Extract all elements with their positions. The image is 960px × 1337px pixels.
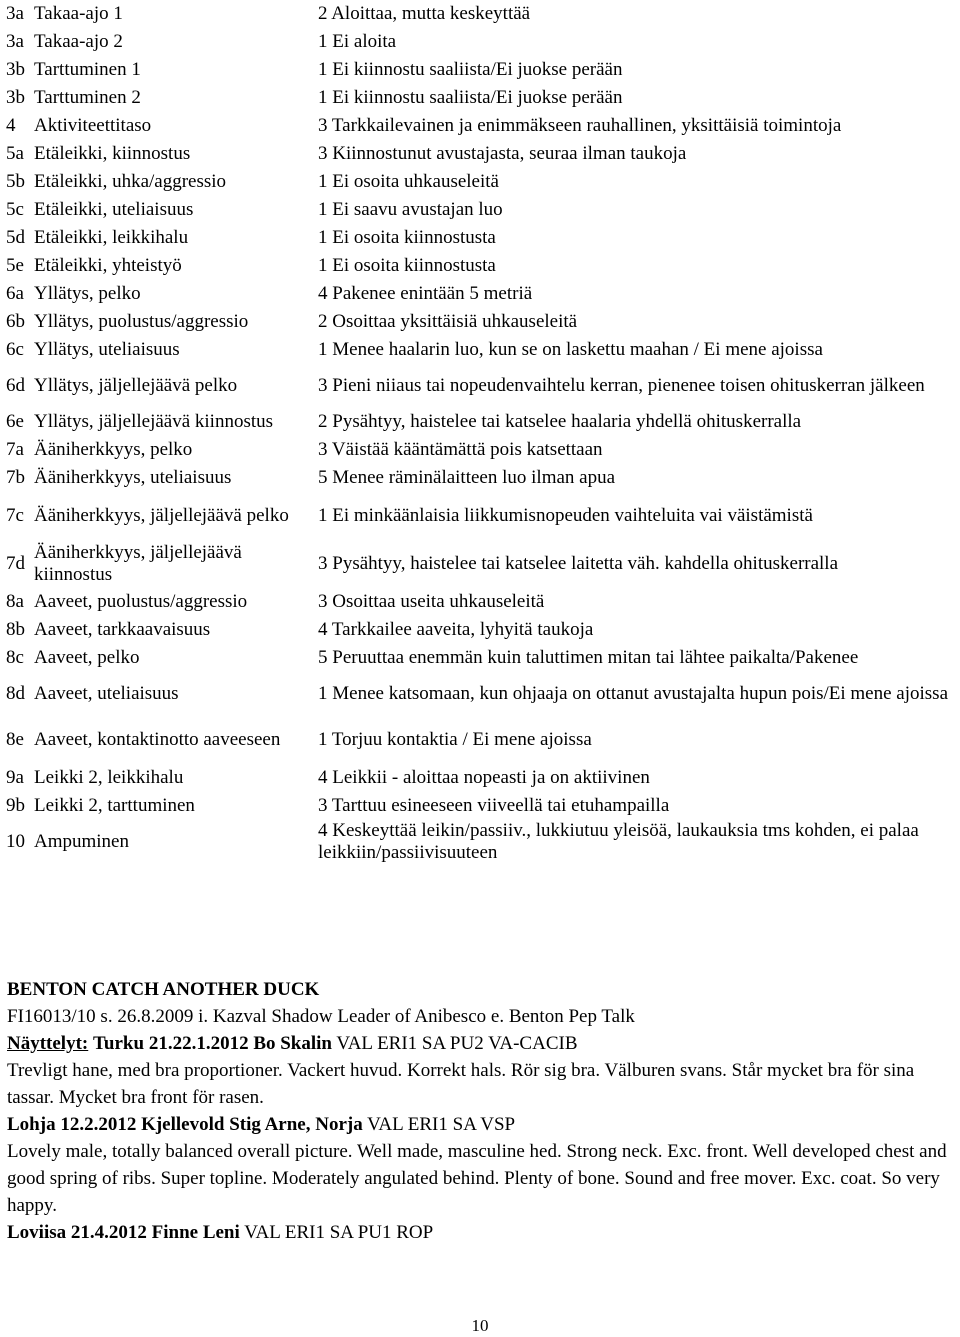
row-result: 4 Leikkii - aloittaa nopeasti ja on aktiivinen: [318, 767, 650, 788]
show-3-heading: Loviisa 21.4.2012 Finne Leni: [7, 1222, 240, 1243]
row-code: 8a: [6, 591, 24, 612]
row-result: 1 Menee haalarin luo, kun se on laskettu maahan / Ei mene ajoissa: [318, 339, 823, 360]
row-code: 8c: [6, 647, 24, 668]
table-row: [4, 436, 956, 464]
row-trait: Ääniherkkyys, jäljellejäävä pelko: [34, 505, 289, 526]
row-trait: Yllätys, uteliaisuus: [34, 339, 180, 360]
show-3-result: VAL ERI1 SA PU1 ROP: [244, 1222, 434, 1243]
show-2-result: VAL ERI1 SA VSP: [367, 1114, 516, 1135]
dog-section: [7, 976, 947, 1246]
table-row: [4, 672, 956, 716]
row-trait: Ampuminen: [34, 831, 129, 852]
row-result: 1 Ei osoita kiinnostusta: [318, 255, 496, 276]
table-row: [4, 464, 956, 492]
row-code: 6c: [6, 339, 24, 360]
show-1-result: VAL ERI1 SA PU2 VA-CACIB: [336, 1033, 578, 1054]
row-result: 5 Menee räminälaitteen luo ilman apua: [318, 467, 616, 488]
row-trait: Etäleikki, yhteistyö: [34, 255, 182, 276]
row-result: 1 Ei aloita: [318, 31, 397, 52]
row-trait: Etäleikki, uteliaisuus: [34, 199, 194, 220]
table-row: [4, 716, 956, 764]
table-row: [4, 168, 956, 196]
row-trait: Tarttuminen 1: [34, 59, 141, 80]
row-trait: Ääniherkkyys, uteliaisuus: [34, 467, 232, 488]
row-trait: Aaveet, tarkkaavaisuus: [34, 619, 211, 640]
table-row: [4, 280, 956, 308]
row-trait: Takaa-ajo 2: [34, 31, 123, 52]
row-code: 3a: [6, 31, 24, 52]
row-result: 3 Pysähtyy, haistelee tai katselee laitetta väh. kahdella ohituskerralla: [318, 553, 839, 574]
show-3-line: [7, 1219, 947, 1246]
table-row: [4, 56, 956, 84]
table-row: [4, 792, 956, 820]
row-code: 6b: [6, 311, 25, 332]
table-row: [4, 308, 956, 336]
row-trait: Etäleikki, kiinnostus: [34, 143, 191, 164]
row-code: 5d: [6, 227, 25, 248]
row-trait: Leikki 2, tarttuminen: [34, 795, 195, 816]
row-code: 6a: [6, 283, 24, 304]
row-result: 1 Ei kiinnostu saaliista/Ei juokse perään: [318, 59, 623, 80]
row-trait: Aaveet, pelko: [34, 647, 140, 668]
row-code: 7c: [6, 505, 24, 526]
show-2-line: [7, 1111, 947, 1138]
show-2-critique: Lovely male, totally balanced overall picture. Well made, masculine hed. Strong neck. Exc. front. Well developed chest and good spring of ribs. Super topline. Moderately angulated behind. Plenty of bone. Sound and free mover. Exc. coat. So very happy.: [7, 1141, 947, 1216]
row-code: 10: [6, 831, 25, 852]
row-code: 6d: [6, 375, 25, 396]
row-result: 2 Pysähtyy, haistelee tai katselee haalaria yhdellä ohituskerralla: [318, 411, 802, 432]
dog-name: BENTON CATCH ANOTHER DUCK: [7, 979, 320, 1000]
row-code: 9b: [6, 795, 25, 816]
shows-label: Näyttelyt:: [7, 1033, 89, 1054]
row-code: 5b: [6, 171, 25, 192]
row-code: 6e: [6, 411, 24, 432]
row-trait: Leikki 2, leikkihalu: [34, 767, 184, 788]
row-result: 1 Ei saavu avustajan luo: [318, 199, 503, 220]
row-result: 3 Väistää kääntämättä pois katsettaan: [318, 439, 603, 460]
row-result: 1 Ei minkäänlaisia liikkumisnopeuden vaihteluita vai väistämistä: [318, 505, 813, 526]
table-row: [4, 336, 956, 364]
table-row: [4, 540, 956, 588]
row-code: 8e: [6, 729, 24, 750]
row-result: 4 Keskeyttää leikin/passiiv., lukkiutuu yleisöä, laukauksia tms kohden, ei palaa leikkiin/passiivisuuteen: [318, 820, 919, 863]
dog-pedigree: FI16013/10 s. 26.8.2009 i. Kazval Shadow Leader of Anibesco e. Benton Pep Talk: [7, 1006, 635, 1027]
row-result: 1 Menee katsomaan, kun ohjaaja on ottanut avustajalta hupun pois/Ei mene ajoissa: [318, 683, 949, 704]
row-result: 2 Osoittaa yksittäisiä uhkauseleitä: [318, 311, 578, 332]
row-result: 1 Ei kiinnostu saaliista/Ei juokse perään: [318, 87, 623, 108]
row-code: 3b: [6, 59, 25, 80]
row-result: 3 Pieni niiaus tai nopeudenvaihtelu kerran, pienenee toisen ohituskerran jälkeen: [318, 375, 925, 396]
row-code: 3b: [6, 87, 25, 108]
row-trait: Takaa-ajo 1: [34, 3, 123, 24]
row-code: 7a: [6, 439, 24, 460]
show-1-critique: Trevligt hane, med bra proportioner. Vackert huvud. Korrekt hals. Rör sig bra. Välburen svans. Står mycket bra för sina tassar. Mycket bra front för rasen.: [7, 1060, 915, 1108]
row-trait: Aaveet, puolustus/aggressio: [34, 591, 248, 612]
row-code: 8d: [6, 683, 25, 704]
table-row: [4, 28, 956, 56]
table-row: [4, 588, 956, 616]
show-1-line: [7, 1030, 947, 1057]
table-row: [4, 0, 956, 28]
row-trait: Yllätys, jäljellejäävä pelko: [34, 375, 238, 396]
row-result: 5 Peruuttaa enemmän kuin taluttimen mitan tai lähtee paikalta/Pakenee: [318, 647, 859, 668]
row-trait: Aaveet, uteliaisuus: [34, 683, 179, 704]
table-row: [4, 616, 956, 644]
row-trait: Aaveet, kontaktinotto aaveeseen: [34, 729, 281, 750]
row-result: 3 Tarttuu esineeseen viiveellä tai etuhampailla: [318, 795, 670, 816]
table-row: [4, 364, 956, 408]
row-result: 1 Ei osoita uhkauseleitä: [318, 171, 499, 192]
table-row: [4, 224, 956, 252]
row-code: 8b: [6, 619, 25, 640]
test-results-table: [4, 0, 956, 864]
row-trait: Ääniherkkyys, pelko: [34, 439, 193, 460]
row-code: 7b: [6, 467, 25, 488]
table-row: [4, 252, 956, 280]
row-result: 1 Ei osoita kiinnostusta: [318, 227, 496, 248]
table-row: [4, 644, 956, 672]
row-trait: Ääniherkkyys, jäljellejäävä kiinnostus: [34, 542, 242, 585]
table-row: [4, 492, 956, 540]
row-code: 3a: [6, 3, 24, 24]
row-result: 4 Tarkkailee aaveita, lyhyitä taukoja: [318, 619, 594, 640]
table-row: [4, 140, 956, 168]
table-row: [4, 764, 956, 792]
table-row: [4, 408, 956, 436]
row-result: 2 Aloittaa, mutta keskeyttää: [318, 3, 531, 24]
row-trait: Tarttuminen 2: [34, 87, 141, 108]
row-result: 3 Kiinnostunut avustajasta, seuraa ilman taukoja: [318, 143, 687, 164]
table-row: [4, 84, 956, 112]
row-trait: Yllätys, puolustus/aggressio: [34, 311, 249, 332]
row-code: 5c: [6, 199, 24, 220]
row-result: 4 Pakenee enintään 5 metriä: [318, 283, 533, 304]
row-result: 3 Tarkkailevainen ja enimmäkseen rauhallinen, yksittäisiä toimintoja: [318, 115, 842, 136]
show-1-heading: Turku 21.22.1.2012 Bo Skalin: [93, 1033, 332, 1054]
row-trait: Yllätys, pelko: [34, 283, 141, 304]
table-row: [4, 820, 956, 864]
row-code: 5a: [6, 143, 24, 164]
row-trait: Etäleikki, leikkihalu: [34, 227, 189, 248]
row-code: 9a: [6, 767, 24, 788]
row-code: 4: [6, 115, 16, 136]
page-number: 10: [471, 1316, 489, 1335]
row-trait: Aktiviteettitaso: [34, 115, 152, 136]
row-code: 5e: [6, 255, 24, 276]
row-code: 7d: [6, 553, 25, 574]
row-result: 3 Osoittaa useita uhkauseleitä: [318, 591, 545, 612]
table-row: [4, 196, 956, 224]
row-result: 1 Torjuu kontaktia / Ei mene ajoissa: [318, 729, 592, 750]
table-row: [4, 112, 956, 140]
show-2-heading: Lohja 12.2.2012 Kjellevold Stig Arne, Norja: [7, 1114, 363, 1135]
row-trait: Yllätys, jäljellejäävä kiinnostus: [34, 411, 274, 432]
row-trait: Etäleikki, uhka/aggressio: [34, 171, 227, 192]
